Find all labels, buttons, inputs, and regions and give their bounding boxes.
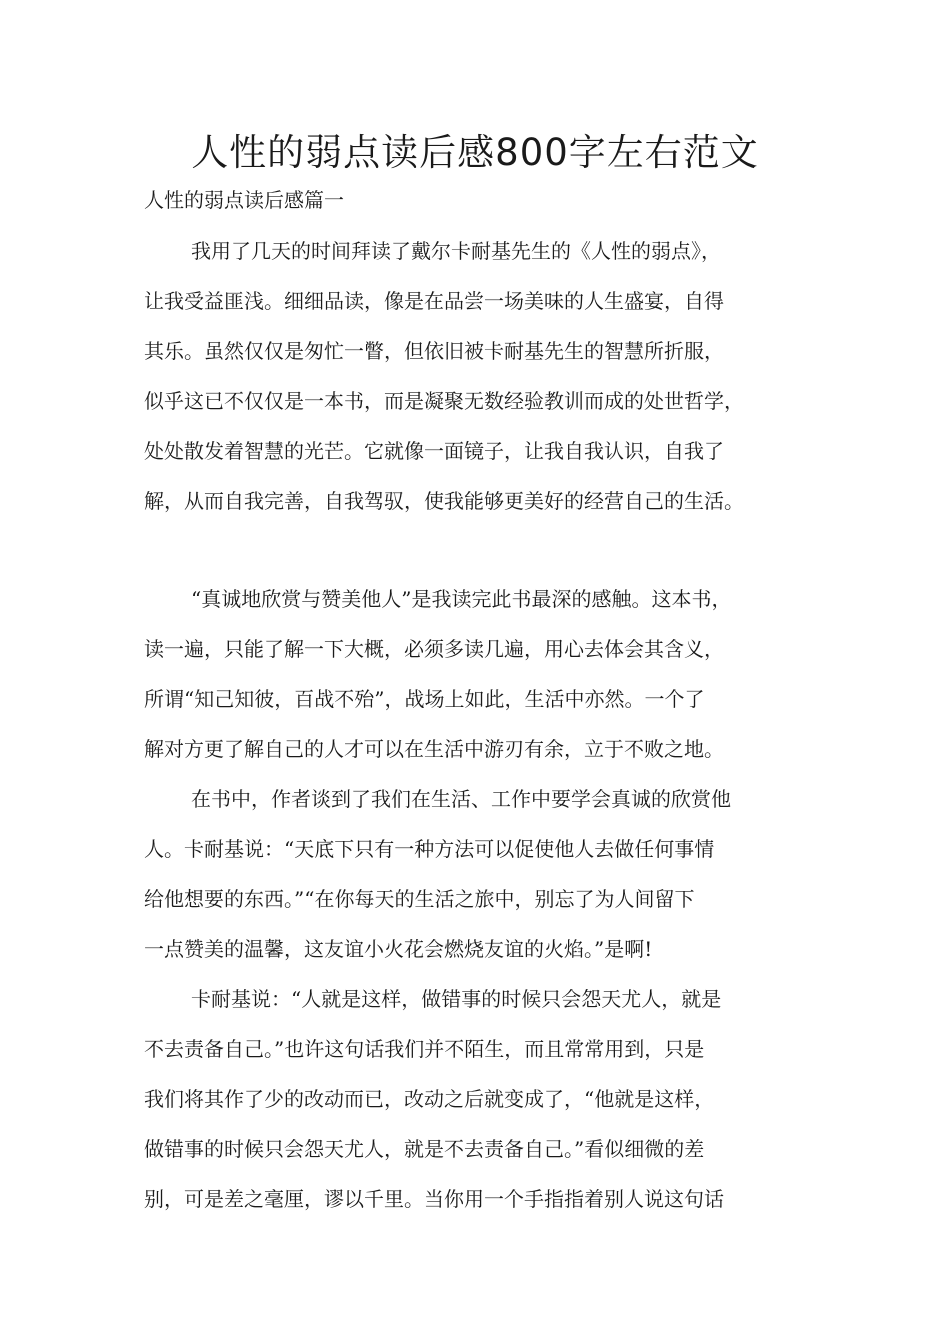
paragraph-line: 解，从而自我完善，自我驾驭，使我能够更美好的经营自己的生活。	[144, 489, 744, 513]
paragraph-line: 我用了几天的时间拜读了戴尔卡耐基先生的《人性的弱点》，	[191, 239, 721, 263]
paragraph-line: 我们将其作了少的改动而已，改动之后就变成了，“他就是这样，	[144, 1087, 715, 1111]
paragraph-line: 人。卡耐基说：“天底下只有一种方法可以促使他人去做任何事情	[144, 837, 715, 861]
section-heading: 人性的弱点读后感篇一	[144, 188, 344, 212]
paragraph-line: 让我受益匪浅。细细品读，像是在品尝一场美味的人生盛宴，自得	[144, 289, 724, 313]
paragraph-line: 所谓“知己知彼，百战不殆”，战场上如此，生活中亦然。一个了	[144, 687, 705, 711]
paragraph-line: 卡耐基说：“人就是这样，做错事的时候只会怨天尤人，就是	[191, 987, 722, 1011]
paragraph-line: 解对方更了解自己的人才可以在生活中游刃有余，立于不败之地。	[144, 737, 724, 761]
paragraph-line: 其乐。虽然仅仅是匆忙一瞥，但依旧被卡耐基先生的智慧所折服，	[144, 339, 724, 363]
paragraph-line: 读一遍，只能了解一下大概，必须多读几遍，用心去体会其含义，	[144, 637, 724, 661]
paragraph-line: 一点赞美的温馨，这友谊小火花会燃烧友谊的火焰。”是啊!	[144, 937, 653, 961]
paragraph-line: “真诚地欣赏与赞美他人”是我读完此书最深的感触。这本书，	[191, 587, 732, 611]
document-title: 人性的弱点读后感800字左右范文	[191, 131, 759, 174]
paragraph-line: 别，可是差之毫厘，谬以千里。当你用一个手指指着别人说这句话	[144, 1187, 724, 1211]
paragraph-4	[144, 974, 824, 1224]
paragraph-line: 在书中，作者谈到了我们在生活、工作中要学会真诚的欣赏他	[191, 787, 731, 811]
paragraph-line: 给他想要的东西。”“在你每天的生活之旅中，别忘了为人间留下	[144, 887, 695, 911]
paragraph-line: 不去责备自己。”也许这句话我们并不陌生，而且常常用到，只是	[144, 1037, 705, 1061]
paragraph-line: 处处散发着智慧的光芒。它就像一面镜子，让我自我认识，自我了	[144, 439, 724, 463]
paragraph-2	[144, 574, 824, 774]
paragraph-1	[144, 226, 824, 526]
paragraph-line: 似乎这已不仅仅是一本书，而是凝聚无数经验教训而成的处世哲学，	[144, 389, 744, 413]
paragraph-line: 做错事的时候只会怨天尤人，就是不去责备自己。”看似细微的差	[144, 1137, 705, 1161]
paragraph-3	[144, 774, 824, 974]
